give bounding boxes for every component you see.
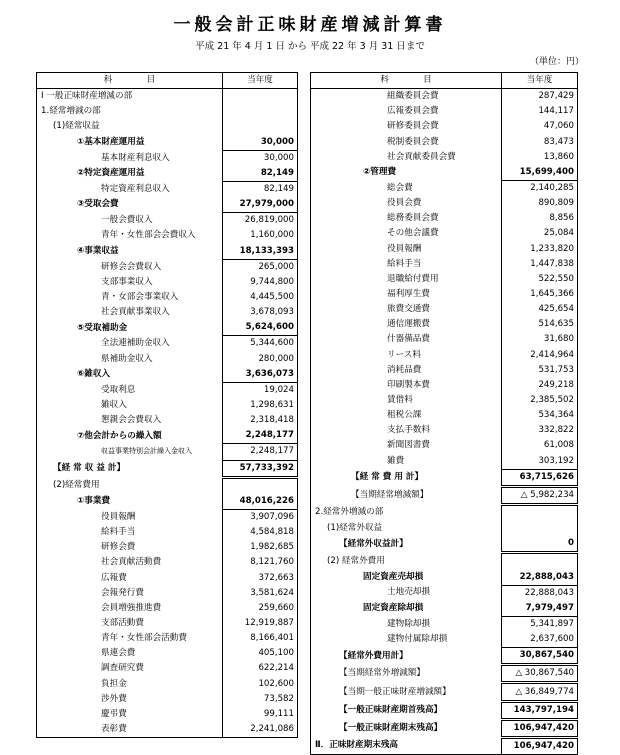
table-row — [37, 646, 298, 661]
row-label: 役員報酬 — [37, 509, 223, 525]
row-label: 社会貢献事業収入 — [37, 305, 223, 320]
amount-header: 当年度 — [502, 73, 578, 89]
row-amount: 47,060 — [502, 119, 578, 134]
table-row — [37, 616, 298, 631]
row-label: 渉外費 — [37, 692, 223, 707]
table-row — [37, 692, 298, 707]
table-row — [311, 287, 578, 302]
row-amount: 15,699,400 — [502, 165, 578, 181]
table-row — [311, 585, 578, 601]
row-amount: 372,663 — [223, 571, 298, 586]
row-label: 【経 常 収 益 計】 — [37, 460, 223, 477]
row-amount: 2,248,177 — [223, 428, 298, 444]
row-label: 懇親会会費収入 — [37, 413, 223, 428]
row-label: 【経 常 費 用 計】 — [311, 469, 502, 486]
document-period: 平成 21 年 4 月 1 日 から 平成 22 年 3 月 31 日まで — [195, 41, 425, 52]
row-amount — [502, 553, 578, 570]
row-amount: 57,733,392 — [223, 460, 298, 477]
table-row — [37, 104, 298, 119]
row-label: 県補助金収入 — [37, 352, 223, 367]
row-amount — [223, 477, 298, 494]
row-amount: 30,867,540 — [502, 648, 578, 665]
row-amount: 7,979,497 — [502, 601, 578, 617]
row-amount — [223, 89, 298, 105]
row-amount: 82,149 — [223, 166, 298, 182]
table-row — [311, 348, 578, 363]
row-amount: 2,637,600 — [502, 632, 578, 648]
row-amount: 622,214 — [223, 661, 298, 676]
row-label: リース料 — [311, 348, 502, 363]
table-row — [311, 180, 578, 196]
row-amount: 265,000 — [223, 259, 298, 275]
table-row — [37, 352, 298, 367]
row-amount: 73,582 — [223, 692, 298, 707]
row-label: 固定資産売却損 — [311, 570, 502, 586]
table-row — [37, 460, 298, 477]
table-row — [311, 89, 578, 105]
row-amount: 27,979,000 — [223, 197, 298, 213]
row-label: ⑦他会計からの繰入額 — [37, 428, 223, 444]
table-row — [311, 553, 578, 570]
table-header-row — [37, 73, 298, 89]
row-label: (2)経常費用 — [37, 477, 223, 494]
row-label: 支部事業収入 — [37, 275, 223, 290]
table-row — [37, 586, 298, 601]
table-row — [311, 378, 578, 393]
table-row — [37, 290, 298, 305]
row-amount: 63,715,626 — [502, 469, 578, 486]
table-row — [311, 317, 578, 332]
row-label: ②管理費 — [311, 165, 502, 181]
table-row — [37, 525, 298, 540]
row-amount: 1,298,631 — [223, 398, 298, 413]
table-row — [37, 150, 298, 166]
row-amount: 0 — [502, 536, 578, 553]
row-amount: 531,753 — [502, 363, 578, 378]
row-label: 表彰費 — [37, 722, 223, 738]
row-label: 税制委員会費 — [311, 135, 502, 150]
row-label: 受取利息 — [37, 382, 223, 398]
row-label: 調査研究費 — [37, 661, 223, 676]
row-label: 【一般正味財産期首残高】 — [311, 701, 502, 719]
row-label: 研修会会費収入 — [37, 259, 223, 275]
table-row — [311, 521, 578, 536]
table-row — [37, 571, 298, 586]
row-amount: 303,192 — [502, 454, 578, 470]
row-amount: 13,860 — [502, 150, 578, 165]
row-label: 総会費 — [311, 180, 502, 196]
row-amount: 259,660 — [223, 601, 298, 616]
row-amount: 48,016,226 — [223, 494, 298, 510]
row-amount: 4,584,818 — [223, 525, 298, 540]
table-row — [37, 555, 298, 570]
row-label: 給料手当 — [311, 257, 502, 272]
row-amount: 405,100 — [223, 646, 298, 661]
table-row — [311, 257, 578, 272]
table-row — [311, 135, 578, 150]
row-label: 1.経常増減の部 — [37, 104, 223, 119]
row-amount: 287,429 — [502, 89, 578, 105]
row-label: 租税公課 — [311, 408, 502, 423]
table-row — [311, 486, 578, 504]
table-row — [311, 648, 578, 665]
row-amount: 522,550 — [502, 272, 578, 287]
row-amount — [223, 119, 298, 134]
table-row — [37, 413, 298, 428]
row-amount: 2,248,177 — [223, 444, 298, 460]
row-label: 役員会費 — [311, 196, 502, 211]
table-row — [311, 104, 578, 119]
row-label: 負担金 — [37, 676, 223, 691]
table-row — [37, 135, 298, 151]
table-row — [311, 393, 578, 408]
document-title: 一般会計正味財産増減計算書 — [173, 15, 447, 35]
row-amount: 61,008 — [502, 438, 578, 453]
table-row — [37, 197, 298, 213]
table-row — [311, 150, 578, 165]
row-label: 【経常外費用計】 — [311, 648, 502, 665]
row-amount: 2,140,285 — [502, 180, 578, 196]
row-label: 【当期経常増減額】 — [311, 486, 502, 504]
row-amount: 26,819,000 — [223, 213, 298, 229]
table-row — [37, 444, 298, 460]
table-row — [37, 119, 298, 134]
table-row — [311, 226, 578, 241]
row-amount: 2,385,502 — [502, 393, 578, 408]
row-label: Ⅱ．正味財産期末残高 — [311, 737, 502, 754]
table-row — [37, 722, 298, 738]
row-amount: 534,364 — [502, 408, 578, 423]
row-label: 福利厚生費 — [311, 287, 502, 302]
row-label: ④事業収益 — [37, 244, 223, 260]
table-row — [311, 632, 578, 648]
table-row — [311, 504, 578, 521]
table-row — [37, 259, 298, 275]
table-row — [37, 367, 298, 383]
row-label: 固定資産除却損 — [311, 601, 502, 617]
table-row — [37, 631, 298, 646]
row-label: 社会貢献委員会費 — [311, 150, 502, 165]
row-amount: 890,809 — [502, 196, 578, 211]
row-amount: 2,414,964 — [502, 348, 578, 363]
table-row — [311, 332, 578, 347]
row-amount: 1,160,000 — [223, 228, 298, 243]
row-amount: 1,982,685 — [223, 540, 298, 555]
row-label: 基本財産利息収入 — [37, 150, 223, 166]
row-label: 建物除却損 — [311, 616, 502, 632]
row-amount: 514,635 — [502, 317, 578, 332]
row-label: ②特定資産運用益 — [37, 166, 223, 182]
table-row — [311, 469, 578, 486]
row-amount: 82,149 — [223, 181, 298, 197]
row-amount: 102,600 — [223, 676, 298, 691]
table-row — [311, 665, 578, 683]
row-amount: 19,024 — [223, 382, 298, 398]
table-row — [37, 382, 298, 398]
table-row — [37, 477, 298, 494]
row-label: 支払手数料 — [311, 423, 502, 438]
row-amount: 4,445,500 — [223, 290, 298, 305]
row-label: 通信運搬費 — [311, 317, 502, 332]
row-amount: 22,888,043 — [502, 570, 578, 586]
row-amount: 5,624,600 — [223, 320, 298, 336]
table-row — [37, 305, 298, 320]
table-header-row — [311, 73, 578, 89]
table-row — [311, 719, 578, 737]
row-amount: 99,111 — [223, 707, 298, 722]
row-label: 会員増強推進費 — [37, 601, 223, 616]
row-amount — [502, 504, 578, 521]
row-label: 慶弔費 — [37, 707, 223, 722]
table-row — [311, 423, 578, 438]
table-row — [311, 737, 578, 754]
row-amount: 30,000 — [223, 150, 298, 166]
row-label: 雑費 — [311, 454, 502, 470]
subject-header: 科 目 — [37, 73, 223, 89]
row-label: 【当期一般正味財産増減額】 — [311, 683, 502, 701]
table-row — [37, 181, 298, 197]
table-row — [37, 707, 298, 722]
row-label: 新聞図書費 — [311, 438, 502, 453]
subject-header: 科 目 — [311, 73, 502, 89]
row-amount: 5,341,897 — [502, 616, 578, 632]
row-label: 消耗品費 — [311, 363, 502, 378]
row-amount: 12,919,887 — [223, 616, 298, 631]
row-label: 一般会費収入 — [37, 213, 223, 229]
row-label: ①基本財産運用益 — [37, 135, 223, 151]
table-row — [37, 166, 298, 182]
row-amount: △ 5,982,234 — [502, 486, 578, 504]
table-row — [37, 661, 298, 676]
table-row — [37, 676, 298, 691]
row-label: 総務委員会費 — [311, 211, 502, 226]
row-amount: 1,447,838 — [502, 257, 578, 272]
row-amount: △ 36,849,774 — [502, 683, 578, 701]
table-row — [311, 616, 578, 632]
row-label: ⑤受取補助金 — [37, 320, 223, 336]
table-row — [37, 398, 298, 413]
row-amount: 249,218 — [502, 378, 578, 393]
row-amount: 5,344,600 — [223, 336, 298, 352]
table-row — [311, 302, 578, 317]
row-label: その他会議費 — [311, 226, 502, 241]
table-row — [37, 494, 298, 510]
row-amount: 18,133,393 — [223, 244, 298, 260]
row-label: 2.経常外増減の部 — [311, 504, 502, 521]
row-amount: 2,241,086 — [223, 722, 298, 738]
unit-label: （単位：円） — [529, 57, 584, 67]
row-label: 研修会費 — [37, 540, 223, 555]
table-row — [311, 272, 578, 287]
row-label: 【当期経常外増減額】 — [311, 665, 502, 683]
row-label: 印刷製本費 — [311, 378, 502, 393]
row-amount: 8,121,760 — [223, 555, 298, 570]
amount-header: 当年度 — [223, 73, 298, 89]
row-label: 広報費 — [37, 571, 223, 586]
row-label: 建物付属除却損 — [311, 632, 502, 648]
row-label: 青年・女性部会会費収入 — [37, 228, 223, 243]
row-label: 【経常外収益計】 — [311, 536, 502, 553]
table-row — [37, 540, 298, 555]
row-amount: 22,888,043 — [502, 585, 578, 601]
row-amount: 332,822 — [502, 423, 578, 438]
row-amount: 1,233,820 — [502, 242, 578, 257]
row-label: Ⅰ 一般正味財産増減の部 — [37, 89, 223, 105]
row-amount — [502, 521, 578, 536]
row-amount: 425,654 — [502, 302, 578, 317]
row-label: (1)経常収益 — [37, 119, 223, 134]
table-row — [311, 408, 578, 423]
table-row — [311, 454, 578, 470]
table-row — [311, 196, 578, 211]
table-row — [311, 570, 578, 586]
row-label: 収益事業特別会計繰入金収入 — [37, 444, 223, 460]
row-label: 特定資産利息収入 — [37, 181, 223, 197]
row-amount: 8,166,401 — [223, 631, 298, 646]
row-amount: 106,947,420 — [502, 719, 578, 737]
row-amount: 143,797,194 — [502, 701, 578, 719]
row-label: (2) 経常外費用 — [311, 553, 502, 570]
table-row — [311, 242, 578, 257]
row-amount: 3,581,624 — [223, 586, 298, 601]
row-label: 什器備品費 — [311, 332, 502, 347]
row-label: ③受取会費 — [37, 197, 223, 213]
row-label: 社会貢献活動費 — [37, 555, 223, 570]
table-row — [37, 428, 298, 444]
row-label: 雑収入 — [37, 398, 223, 413]
row-amount: 144,117 — [502, 104, 578, 119]
table-row — [311, 536, 578, 553]
row-label: 広報委員会費 — [311, 104, 502, 119]
statement-table-right — [310, 72, 578, 755]
row-amount: 83,473 — [502, 135, 578, 150]
row-amount: 3,636,073 — [223, 367, 298, 383]
row-amount: 3,907,096 — [223, 509, 298, 525]
statement-table-left — [36, 72, 298, 738]
table-row — [37, 228, 298, 243]
row-label: 【一般正味財産期末残高】 — [311, 719, 502, 737]
table-row — [311, 438, 578, 453]
row-label: 組織委員会費 — [311, 89, 502, 105]
row-label: 給料手当 — [37, 525, 223, 540]
row-label: 県連会費 — [37, 646, 223, 661]
row-label: 役員報酬 — [311, 242, 502, 257]
row-label: 退職給付費用 — [311, 272, 502, 287]
row-label: 土地売却損 — [311, 585, 502, 601]
row-label: 支部活動費 — [37, 616, 223, 631]
row-label: 全法連補助金収入 — [37, 336, 223, 352]
table-row — [311, 683, 578, 701]
row-label: 旅費交通費 — [311, 302, 502, 317]
table-row — [37, 320, 298, 336]
row-amount: 25,084 — [502, 226, 578, 241]
table-row — [311, 211, 578, 226]
table-row — [37, 213, 298, 229]
row-amount: 106,947,420 — [502, 737, 578, 754]
table-row — [311, 601, 578, 617]
row-amount: 8,856 — [502, 211, 578, 226]
table-row — [37, 244, 298, 260]
row-label: 青・女部会事業収入 — [37, 290, 223, 305]
table-row — [37, 601, 298, 616]
table-row — [311, 363, 578, 378]
row-amount: 30,000 — [223, 135, 298, 151]
table-row — [37, 89, 298, 105]
table-row — [311, 119, 578, 134]
table-row — [37, 336, 298, 352]
row-label: 研修委員会費 — [311, 119, 502, 134]
table-row — [37, 275, 298, 290]
row-label: 賃借料 — [311, 393, 502, 408]
row-amount: 9,744,800 — [223, 275, 298, 290]
table-row — [37, 509, 298, 525]
row-amount — [223, 104, 298, 119]
table-row — [311, 701, 578, 719]
row-amount: 1,645,366 — [502, 287, 578, 302]
row-amount: △ 30,867,540 — [502, 665, 578, 683]
row-amount: 31,680 — [502, 332, 578, 347]
row-label: ⑥雑収入 — [37, 367, 223, 383]
row-label: ①事業費 — [37, 494, 223, 510]
row-label: 青年・女性部会活動費 — [37, 631, 223, 646]
table-row — [311, 165, 578, 181]
row-amount: 2,318,418 — [223, 413, 298, 428]
row-amount: 3,678,093 — [223, 305, 298, 320]
row-label: (1)経常外収益 — [311, 521, 502, 536]
row-amount: 280,000 — [223, 352, 298, 367]
row-label: 会報発行費 — [37, 586, 223, 601]
